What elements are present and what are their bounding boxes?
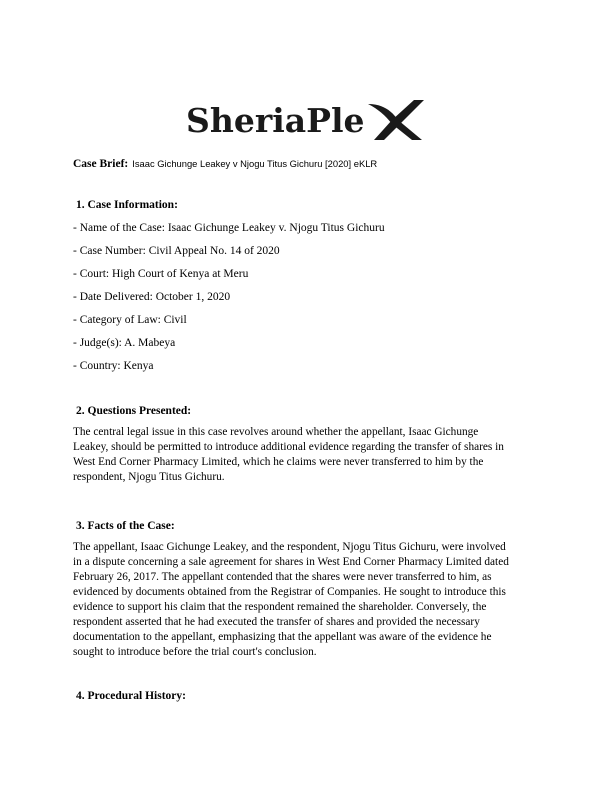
case-info-country: - Country: Kenya xyxy=(73,360,154,372)
paragraph-line: West End Corner Pharmacy Limited, which he claims were never transferred to him by the xyxy=(73,456,484,468)
case-info-name: - Name of the Case: Isaac Gichunge Leakey v. Njogu Titus Gichuru xyxy=(73,222,385,234)
logo-wordmark: SheriaPle xyxy=(186,101,365,140)
section-heading-facts: 3. Facts of the Case: xyxy=(76,520,175,532)
case-info-judges: - Judge(s): A. Mabeya xyxy=(73,337,176,349)
logo-graphic xyxy=(186,98,426,144)
paragraph-line: evidenced by documents obtained from the Registrar of Companies. He sought to introduce this xyxy=(73,586,506,598)
sheriaplex-logo xyxy=(0,98,612,144)
case-info-category: - Category of Law: Civil xyxy=(73,314,187,326)
section-heading-case-information: 1. Case Information: xyxy=(76,199,178,211)
paragraph-line: The central legal issue in this case revolves around whether the appellant, Isaac Gichunge xyxy=(73,426,479,438)
paragraph-line: Leakey, should be permitted to introduce additional evidence regarding the transfer of shares in xyxy=(73,441,504,453)
paragraph-line: evidence to support his claim that the respondent remained the shareholder. Conversely, the xyxy=(73,601,487,613)
case-info-number: - Case Number: Civil Appeal No. 14 of 2020 xyxy=(73,245,280,257)
paragraph-line: documentation to the appellant, emphasizing that the appellant was aware of the evidence he xyxy=(73,631,492,643)
paragraph-line: respondent, Njogu Titus Gichuru. xyxy=(73,471,225,483)
case-info-date: - Date Delivered: October 1, 2020 xyxy=(73,291,231,303)
case-brief-label: Case Brief: xyxy=(73,158,129,170)
questions-presented-paragraph xyxy=(73,425,543,485)
section-heading-questions-presented: 2. Questions Presented: xyxy=(76,405,192,417)
paragraph-line: The appellant, Isaac Gichunge Leakey, and the respondent, Njogu Titus Gichuru, were involved xyxy=(73,541,506,553)
paragraph-line: respondent asserted that he had executed the transfer of shares and provided the necessary xyxy=(73,616,480,628)
logo-x-mark-icon xyxy=(368,100,424,140)
paragraph-line: in a dispute concerning a sale agreement for shares in West End Corner Pharmacy Limited dated xyxy=(73,556,509,568)
paragraph-line: sought to introduce before the trial court's conclusion. xyxy=(73,646,317,658)
facts-paragraph xyxy=(73,540,543,660)
case-brief-title: Isaac Gichunge Leakey v Njogu Titus Gichuru [2020] eKLR xyxy=(132,158,378,169)
section-heading-procedural-history: 4. Procedural History: xyxy=(76,690,186,702)
case-info-court: - Court: High Court of Kenya at Meru xyxy=(73,268,249,280)
paragraph-line: February 26, 2017. The appellant contended that the shares were never transferred to him, as xyxy=(73,571,492,583)
case-brief-line xyxy=(73,154,377,172)
